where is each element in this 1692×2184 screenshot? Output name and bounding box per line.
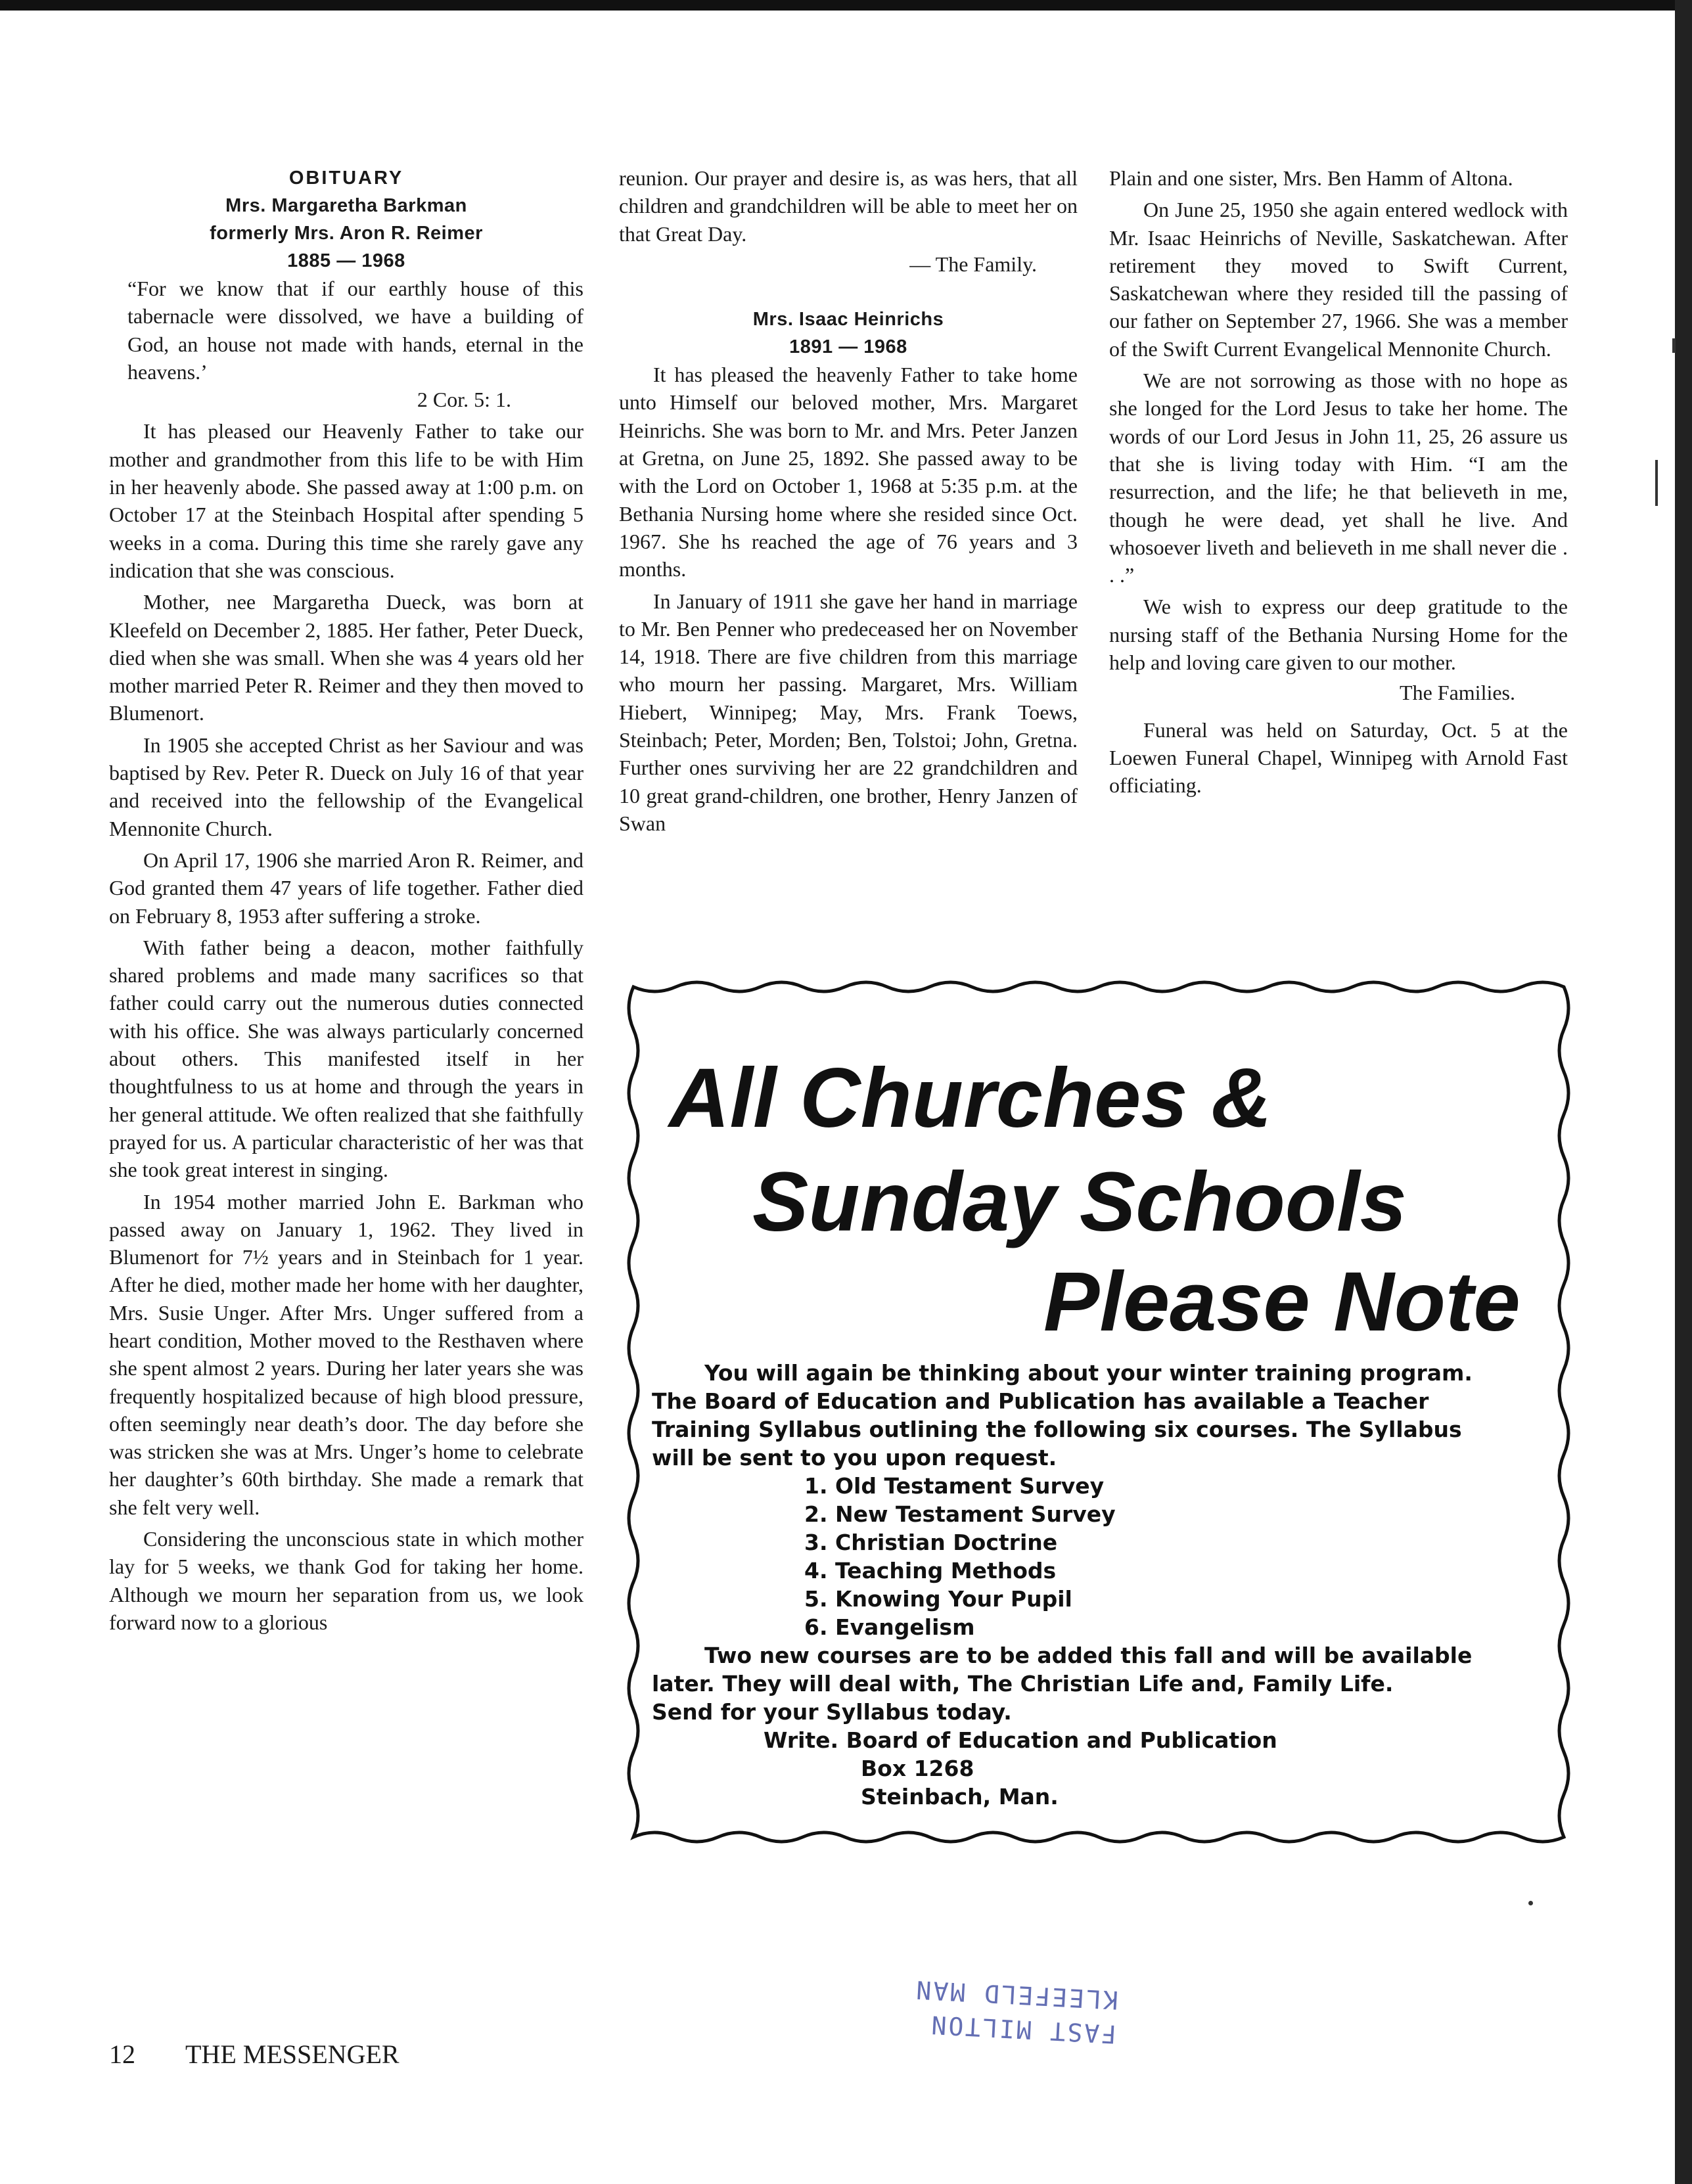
ad-headline-line2: Sunday Schools [752,1155,1407,1249]
ad-box: Box 1268 [861,1756,974,1781]
course-list [652,1472,1499,1641]
ad-body [652,1359,1499,1811]
obit1-paragraph: It has pleased our Heavenly Father to take our mother and grandmother from this life to be with Him in her heavenly abode. She passed away at 1:00 p.m. on October 17 at the Steinbach Hospital after spending 5 weeks in a coma. During this time she rarely gave any indication that she was conscious. [109,419,583,582]
ad-intro: You will again be thinking about your winter training program. The Board of Education and Publication has available a Teacher Training Syllabus outlining the following six courses. The Syllabus will be sent to you upon request. [652,1360,1473,1470]
scan-top-edge [0,0,1692,11]
page-footer [109,2039,400,2070]
obit1-formerly: formerly Mrs. Aron R. Reimer [210,223,483,244]
scan-speck [1672,338,1676,353]
obit2-paragraph: In January of 1911 she gave her hand in marriage to Mr. Ben Penner who predeceased her on November 14, 1918. There are five children from this marriage who mourn her passing. Margaret, Mrs. William Hiebert, Winnipeg; May, Mrs. Frank Toews, Steinbach; Peter, Morden; Ben, Tolstoi; John, Gretna. Further ones surviving her are 22 grandchildren and 10 great grand-children, one brother, Henry Janzen of Swan [619,589,1078,835]
course-item: 3. Christian Doctrine [804,1530,1058,1555]
obit1-paragraph: On April 17, 1906 she married Aron R. Reimer, and God granted them 47 years of life together. Father died on February 8, 1953 after suffering a stroke. [109,848,583,928]
ad-write: Write. Board of Education and Publication [764,1727,1277,1753]
obit2-paragraph: It has pleased the heavenly Father to take home unto Himself our beloved mother, Mrs. Margaret Heinrichs. She was born to Mr. and Mrs. Peter Janzen at Gretna, on June 25, 1892. She passed away to be with the Lord on October 1, 1968 at 5:35 p.m. at the Bethania Nursing home where she resided since Oct. 1967. She hs reached the age of 76 years and 3 months. [619,363,1078,581]
obit1-paragraph: Considering the unconscious state in which mother lay for 5 weeks, we thank God for taking her home. Although we mourn her separation from us, we look forward now to a glorious [109,1527,583,1634]
obit1-quote: “For we know that if our earthly house of this tabernacle were dissolved, we have a building of God, an house not made with hands, eternal in the heavens.’ [127,277,583,384]
column-3 [1109,164,1568,800]
ad-cta: Send for your Syllabus today. [652,1699,1012,1725]
obit2-paragraph: On June 25, 1950 she again entered wedlock with Mr. Isaac Heinrichs of Neville, Saskatchewan. After retirement they moved to Swift Current, Saskatchewan where they resided till the passing of our father on September 27, 1966. She was a member of the Swift Current Evangelical Mennonite Church. [1109,198,1568,361]
course-item: 6. Evangelism [804,1614,975,1640]
stamp-line: FAST MILTON [928,2010,1118,2049]
course-item: 4. Teaching Methods [804,1558,1057,1583]
obit2-signature: The Families. [1400,681,1515,705]
obit1-signature: — The Family. [909,252,1037,276]
publication-name: THE MESSENGER [185,2039,400,2069]
obit2-funeral: Funeral was held on Saturday, Oct. 5 at the Loewen Funeral Chapel, Winnipeg with Arnold Fast officiating. [1109,717,1568,798]
scan-speck [1528,1901,1533,1905]
course-item: 5. Knowing Your Pupil [804,1586,1072,1612]
ad-headline-line1: All Churches & [669,1051,1272,1145]
scan-speck [1655,460,1658,506]
ad-city: Steinbach, Man. [861,1784,1059,1809]
obituary-heading: OBITUARY [288,168,404,189]
obit2-paragraph: We are not sorrowing as those with no hope as she longed for the Lord Jesus to take her home. The words of our Lord Jesus in John 11, 25, 26 assure us that she is living today with Him. “I am the resurrection, and the life; he that believeth in me, though he were dead, yet shall he live. And whosoever liveth and believeth in me shall never die . . .” [1109,369,1568,587]
obit1-paragraph: In 1905 she accepted Christ as her Saviour and was baptised by Rev. Peter R. Dueck on July 16 of that year and received into the fellowship of the Evangelical Mennonite Church. [109,733,583,840]
obit2-paragraph: Plain and one sister, Mrs. Ben Hamm of Altona. [1109,166,1513,190]
column-1 [109,164,583,1636]
obit2-paragraph: We wish to express our deep gratitude to the nursing staff of the Bethania Nursing Home for the help and loving care given to our mother. [1109,595,1568,675]
obit1-paragraph: In 1954 mother married John E. Barkman who passed away on January 1, 1962. They lived in Blumenort for 7½ years and in Steinbach for 1 year. After he died, mother made her home with her daughter, Mrs. Susie Unger. After Mrs. Unger suffered from a heart condition, Mother moved to the Resthaven where she spent almost 2 years. During her later years she was frequently hospitalized because of high blood pressure, often seemingly near death’s door. The day before she was stricken she was at Mrs. Unger’s home to celebrate her daughter’s 60th birthday. She made a remark that she felt very well. [109,1189,583,1519]
obit1-paragraph: Mother, nee Margaretha Dueck, was born at Kleefeld on December 2, 1885. Her father, Peter Dueck, died when she was small. When she was 4 years old her mother married Peter R. Reimer and they then moved to Blumenort. [109,590,583,725]
column-2 [619,164,1078,837]
obit1-paragraph: With father being a deacon, mother faithfully shared problems and made many sacrifices so that father could carry out the numerous duties connected with his office. She was always particularly concerned about others. This manifested itself in her thoughtfulness to us at home and through the years in her general attitude. We often realized that she faithfully prayed for us. A particular characteristic of her was that she took great interest in singing. [109,935,583,1182]
ad-new-courses: Two new courses are to be added this fall and will be available later. They will deal with, The Christian Life and, Family Life. [652,1643,1473,1696]
ad-headline-line3: Please Note [1043,1255,1521,1349]
scan-right-edge [1675,0,1692,2184]
course-item: 1. Old Testament Survey [804,1473,1105,1499]
obit2-name: Mrs. Isaac Heinrichs [752,309,944,330]
obit1-scripture-ref: 2 Cor. 5: 1. [417,388,511,412]
obit1-continuation: reunion. Our prayer and desire is, as was hers, that all children and grandchildren will be able to meet her on that Great Day. [619,166,1078,246]
stamp-line: KLEEFELD MAN [913,1974,1119,2015]
obit1-name: Mrs. Margaretha Barkman [225,195,467,216]
course-item: 2. New Testament Survey [804,1501,1116,1527]
obit1-years: 1885 — 1968 [287,250,405,271]
syllabus-advertisement [624,978,1573,1846]
page-number: 12 [109,2039,135,2069]
address-stamp [911,1972,1119,2051]
obit2-years: 1891 — 1968 [789,336,907,358]
